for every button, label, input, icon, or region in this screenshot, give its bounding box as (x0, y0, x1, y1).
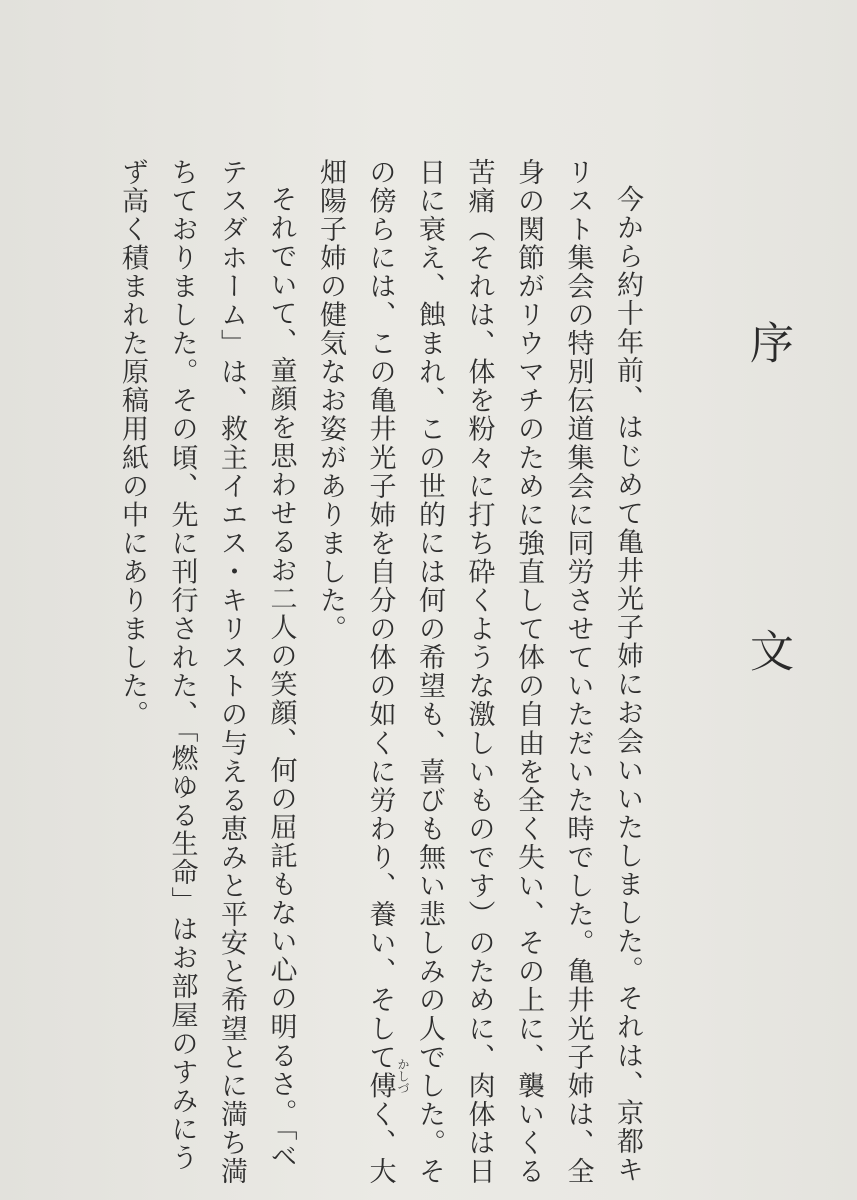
text-line: の傍らには、この亀井光子姉を自分の体の如くに労わり、養い、そして傅く、大 (364, 158, 396, 1186)
text-line: 日に衰え、蝕まれ、この世的には何の希望も、喜びも無い悲しみの人でした。そ (414, 158, 445, 1186)
text-line: それでいて、童顔を思わせるお二人の笑顔、何の屈託もない心の明るさ。「ベ (265, 185, 297, 1171)
text-line: ず高く積まれた原稿用紙の中にありました。 (117, 158, 148, 729)
text-line: ちておりました。その頃、先に刊行された、「燃ゆる生命」はお部屋のすみにう (166, 158, 198, 1173)
preface-text (108, 158, 653, 1198)
text-line: テスダホーム」は、救主イエス・キリストの与える恵みと平安と希望とに満ち満 (216, 158, 247, 1186)
text-line: 畑陽子姉の健気なお姿がありました。 (315, 158, 346, 644)
text-line: 身の関節がリウマチのために強直して体の自由を全く失い、その上に、襲いくる (513, 158, 544, 1186)
text-line: 今から約十年前、はじめて亀井光子姉にお会いいたしました。それは、京都キ (612, 185, 643, 1185)
paragraph-1 (306, 158, 653, 1198)
paragraph-2 (108, 158, 306, 1198)
page-title: 序 文 (742, 320, 793, 782)
text-line: リスト集会の特別伝道集会に同労させていただいた時でした。亀井光子姉は、全 (562, 158, 594, 1186)
text-line: 苦痛（それは、体を粉々に打ち砕くような激しいものです）のために、肉体は日 (463, 158, 495, 1186)
ruby-annotation: かしづ (396, 1058, 410, 1094)
